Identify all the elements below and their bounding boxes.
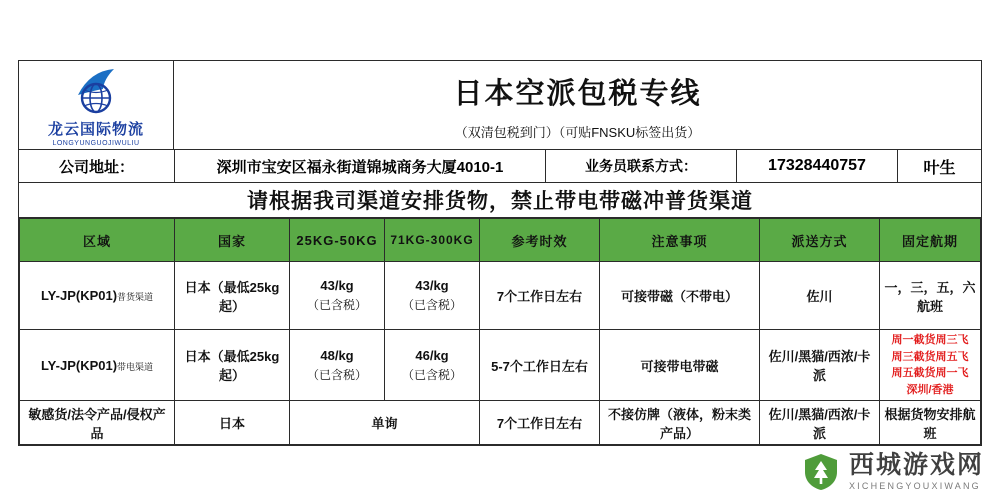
cell-country: 日本（最低25kg起） bbox=[175, 262, 290, 330]
globe-logo-icon bbox=[70, 65, 122, 117]
col-transit-time: 参考时效 bbox=[480, 219, 600, 262]
cell-zone: 敏感货/法令产品/侵权产品 bbox=[20, 401, 175, 445]
watermark bbox=[801, 452, 984, 492]
cell-schedule: 根据货物安排航班 bbox=[880, 401, 981, 445]
cell-delivery: 佐川/黑猫/西浓/卡派 bbox=[760, 401, 880, 445]
schedule-line: 深圳/香港 bbox=[906, 383, 954, 396]
notice-banner: 请根据我司渠道安排货物，禁止带电带磁冲普货渠道 bbox=[19, 183, 981, 218]
col-weight-71-300: 71KG-300KG bbox=[385, 219, 480, 262]
price-note: （已含税） bbox=[306, 367, 367, 382]
sales-phone: 17328440757 bbox=[737, 150, 898, 182]
cell-zone bbox=[20, 330, 175, 401]
price-value: 46/kg bbox=[415, 347, 449, 363]
price-note: （已含税） bbox=[401, 298, 462, 312]
price-note: （已含税） bbox=[401, 367, 462, 382]
sheet-header bbox=[19, 61, 981, 150]
table-row bbox=[20, 401, 981, 445]
address-label: 公司地址： bbox=[19, 150, 175, 182]
cell-delivery: 佐川 bbox=[760, 262, 880, 330]
zone-suffix: 带电渠道 bbox=[117, 361, 154, 372]
price-sheet bbox=[18, 60, 982, 446]
table-header-row bbox=[20, 219, 981, 262]
price-value: 43/kg bbox=[320, 278, 354, 293]
address-value: 深圳市宝安区福永街道锦城商务大厦4010-1 bbox=[175, 150, 546, 182]
price-value: 48/kg bbox=[320, 347, 354, 363]
price-value: 43/kg bbox=[415, 278, 449, 293]
cell-notes: 可接带电带磁 bbox=[600, 330, 760, 401]
logo-pinyin: LONGYUNGUOJIWULIU bbox=[52, 140, 140, 147]
watermark-text bbox=[849, 453, 984, 491]
title-block bbox=[174, 61, 981, 149]
cell-price-71-300 bbox=[385, 262, 480, 330]
cell-schedule bbox=[880, 330, 981, 401]
zone-suffix: 普货渠道 bbox=[117, 292, 154, 302]
cell-country: 日本（最低25kg起） bbox=[175, 330, 290, 401]
cell-price-25-50 bbox=[290, 262, 385, 330]
page-title: 日本空派包税专线 bbox=[453, 78, 702, 110]
schedule-line: 周五截货周一飞 bbox=[891, 367, 969, 379]
table-row bbox=[20, 262, 981, 330]
rate-table bbox=[19, 218, 981, 445]
cell-price-inquiry: 单询 bbox=[290, 401, 480, 445]
col-zone: 区域 bbox=[20, 219, 175, 262]
cell-transit-time: 7个工作日左右 bbox=[480, 401, 600, 445]
watermark-subtitle: XICHENGYOUXIWANG bbox=[848, 481, 981, 491]
watermark-title: 西城游戏网 bbox=[848, 451, 984, 479]
cell-notes: 不接仿牌（液体，粉末类产品） bbox=[600, 401, 760, 445]
page-subtitle: （双清包税到门）（可贴FNSKU标签出货） bbox=[454, 125, 701, 140]
schedule-line: 周一截货周三飞 bbox=[891, 334, 969, 346]
col-country: 国家 bbox=[175, 219, 290, 262]
schedule-line: 周三截货周五飞 bbox=[891, 350, 969, 363]
zone-code: LY-JP(KP01) bbox=[40, 288, 118, 303]
company-logo bbox=[19, 61, 174, 149]
company-info-row bbox=[19, 150, 981, 183]
tree-shield-icon bbox=[801, 452, 841, 492]
col-notes: 注意事项 bbox=[600, 219, 760, 262]
sales-name: 叶生 bbox=[923, 159, 956, 177]
zone-code: LY-JP(KP01) bbox=[40, 357, 118, 373]
cell-country: 日本 bbox=[175, 401, 290, 445]
col-weight-25-50: 25KG-50KG bbox=[290, 219, 385, 262]
cell-price-25-50 bbox=[290, 330, 385, 401]
cell-transit-time: 7个工作日左右 bbox=[480, 262, 600, 330]
sales-contact-label: 业务员联系方式： bbox=[546, 150, 737, 182]
cell-transit-time: 5-7个工作日左右 bbox=[480, 330, 600, 401]
col-schedule: 固定航期 bbox=[880, 219, 981, 262]
table-row bbox=[20, 330, 981, 401]
cell-price-71-300 bbox=[385, 330, 480, 401]
cell-zone bbox=[20, 262, 175, 330]
cell-schedule: 一，三，五，六航班 bbox=[880, 262, 981, 330]
cell-notes: 可接带磁（不带电） bbox=[600, 262, 760, 330]
logo-company-name: 龙云国际物流 bbox=[47, 121, 144, 138]
price-note: （已含税） bbox=[306, 298, 367, 312]
col-delivery: 派送方式 bbox=[760, 219, 880, 262]
cell-delivery: 佐川/黑猫/西浓/卡派 bbox=[760, 330, 880, 401]
